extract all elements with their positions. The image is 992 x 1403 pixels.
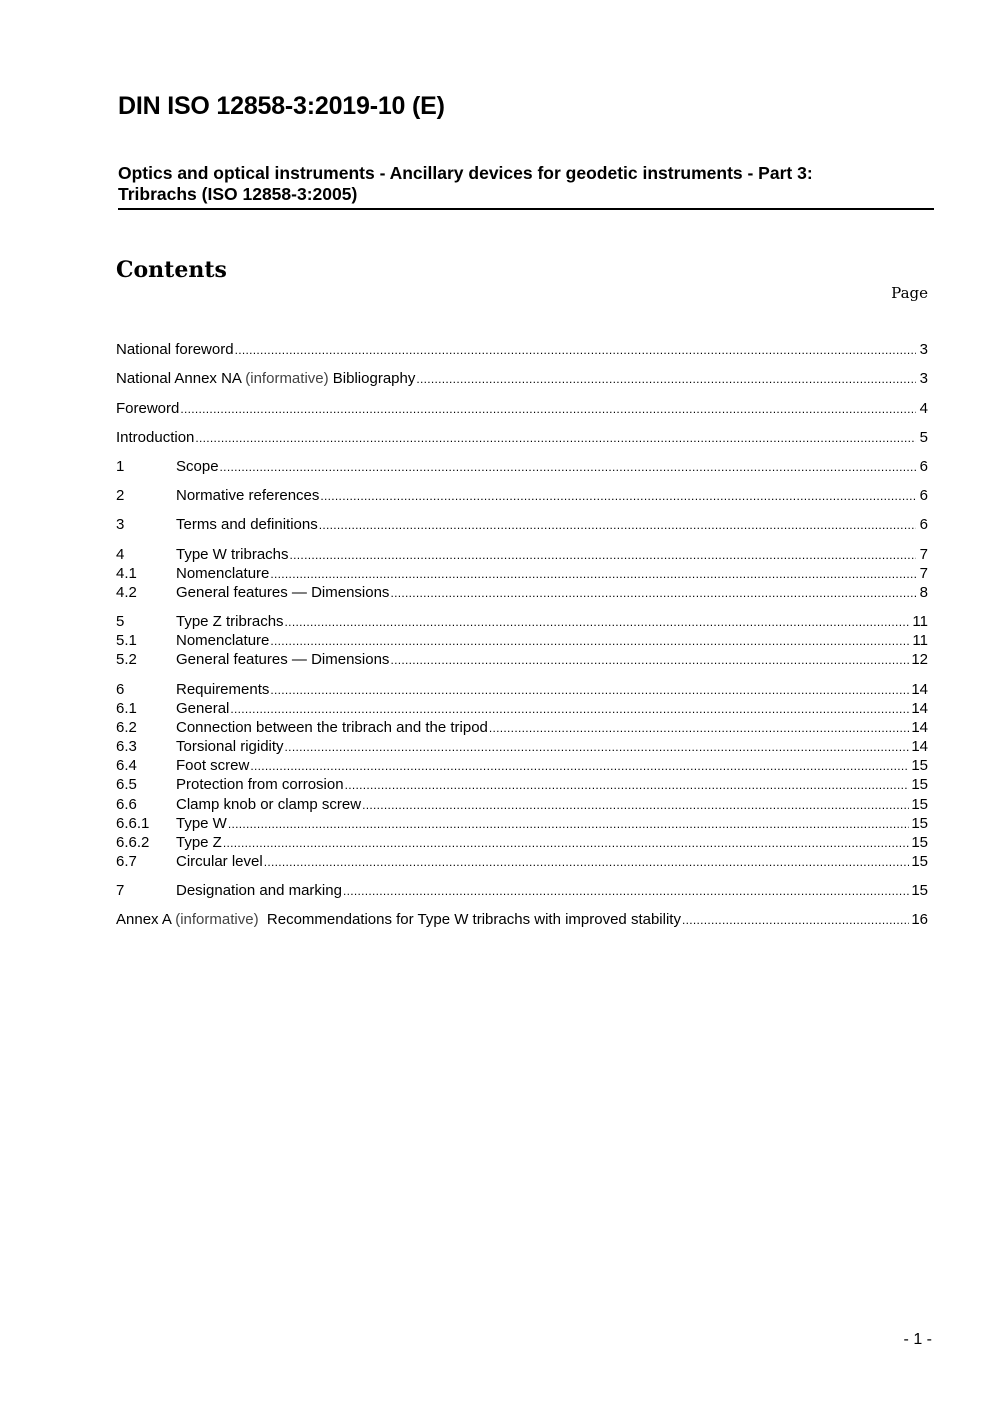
toc-entry[interactable] bbox=[116, 612, 928, 631]
toc-entry-title-text: Clamp knob or clamp screw bbox=[176, 796, 362, 813]
toc-entry-title-text: Connection between the tribrach and the tripod bbox=[176, 719, 488, 736]
toc-entry-page: 7 bbox=[919, 565, 928, 582]
toc-dot-leader bbox=[235, 341, 916, 360]
toc-entry-number: 5.1 bbox=[116, 632, 137, 649]
toc-dot-leader bbox=[270, 681, 909, 700]
toc-entry-title-text: Normative references bbox=[176, 487, 320, 504]
toc-entry-page: 14 bbox=[911, 719, 928, 736]
toc-dot-leader bbox=[343, 882, 909, 901]
toc-entry-number: 6.2 bbox=[116, 719, 137, 736]
toc-entry-title bbox=[176, 583, 389, 602]
toc-entry-title bbox=[176, 814, 227, 833]
toc-entry-qualifier: (informative) bbox=[245, 370, 329, 387]
toc-entry[interactable] bbox=[116, 718, 928, 737]
toc-entry-number: 6.7 bbox=[116, 853, 137, 870]
toc-entry-title-text: Scope bbox=[176, 458, 219, 475]
toc-entry[interactable] bbox=[116, 833, 928, 852]
document-title bbox=[118, 163, 934, 210]
toc-entry[interactable] bbox=[116, 545, 928, 564]
toc-dot-leader bbox=[270, 632, 910, 651]
toc-entry[interactable] bbox=[116, 369, 928, 388]
toc-entry-title bbox=[176, 680, 269, 699]
toc-entry-title bbox=[176, 631, 269, 650]
toc-entry-page: 4 bbox=[919, 400, 928, 417]
toc-entry-title-text: Type W tribrachs bbox=[176, 546, 289, 563]
toc-entry-title-text: Type W bbox=[176, 815, 227, 832]
toc-entry[interactable] bbox=[116, 650, 928, 669]
toc-entry[interactable] bbox=[116, 340, 928, 359]
toc-entry-page: 12 bbox=[911, 651, 928, 668]
toc-entry-title bbox=[176, 650, 389, 669]
toc-entry-number: 3 bbox=[116, 516, 125, 533]
toc-entry-title-text: Annex A bbox=[116, 911, 176, 928]
toc-entry-title bbox=[176, 545, 289, 564]
toc-entry-number: 5 bbox=[116, 613, 125, 630]
toc-entry-title bbox=[176, 564, 269, 583]
toc-entry-page: 15 bbox=[911, 853, 928, 870]
toc-entry-title-text: Introduction bbox=[116, 429, 195, 446]
toc-entry[interactable] bbox=[116, 881, 928, 900]
toc-entry-number: 6.6 bbox=[116, 796, 137, 813]
toc-entry[interactable] bbox=[116, 775, 928, 794]
toc-entry-title-text: Designation and marking bbox=[176, 882, 342, 899]
toc-dot-leader bbox=[362, 796, 909, 815]
toc-entry-title bbox=[176, 775, 344, 794]
toc-dot-leader bbox=[390, 651, 909, 670]
page-column-label: Page bbox=[891, 284, 928, 302]
toc-entry-number: 2 bbox=[116, 487, 125, 504]
toc-entry-page: 6 bbox=[919, 458, 928, 475]
toc-dot-leader bbox=[320, 487, 916, 506]
toc-entry-title bbox=[176, 515, 318, 534]
toc-entry[interactable] bbox=[116, 680, 928, 699]
toc-entry-title bbox=[176, 612, 284, 631]
toc-entry-title bbox=[176, 486, 319, 505]
toc-dot-leader bbox=[285, 613, 911, 632]
toc-entry[interactable] bbox=[116, 631, 928, 650]
toc-entry[interactable] bbox=[116, 910, 928, 929]
toc-entry-page: 3 bbox=[919, 341, 928, 358]
toc-dot-leader bbox=[285, 738, 910, 757]
toc-entry-title-text: Circular level bbox=[176, 853, 263, 870]
toc-entry-page: 15 bbox=[911, 796, 928, 813]
toc-entry-page: 7 bbox=[919, 546, 928, 563]
toc-entry-title-suffix: Recommendations for Type W tribrachs with improved stability bbox=[258, 911, 681, 928]
toc-dot-leader bbox=[390, 584, 916, 603]
contents-heading: Contents bbox=[116, 257, 227, 283]
toc-entry-number: 1 bbox=[116, 458, 125, 475]
toc-entry-number: 6.1 bbox=[116, 700, 137, 717]
toc-entry-page: 3 bbox=[919, 370, 928, 387]
document-title-line-2: Tribrachs (ISO 12858-3:2005) bbox=[118, 184, 358, 204]
toc-entry-page: 5 bbox=[919, 429, 928, 446]
toc-entry-page: 14 bbox=[911, 738, 928, 755]
toc-entry-title bbox=[116, 428, 194, 447]
toc-entry-title-text: General features — Dimensions bbox=[176, 584, 390, 601]
toc-entry-title bbox=[176, 737, 284, 756]
toc-dot-leader bbox=[195, 429, 916, 448]
toc-entry-page: 8 bbox=[919, 584, 928, 601]
toc-entry-title-text: Terms and definitions bbox=[176, 516, 318, 533]
toc-entry-title bbox=[176, 457, 219, 476]
toc-entry-title-text: General features — Dimensions bbox=[176, 651, 390, 668]
toc-entry[interactable] bbox=[116, 486, 928, 505]
toc-dot-leader bbox=[230, 700, 909, 719]
toc-entry-title-text: Type Z bbox=[176, 834, 222, 851]
toc-dot-leader bbox=[220, 458, 916, 477]
toc-entry-page: 6 bbox=[919, 487, 928, 504]
toc-entry-number: 6 bbox=[116, 681, 125, 698]
toc-entry[interactable] bbox=[116, 699, 928, 718]
toc-dot-leader bbox=[264, 853, 910, 872]
toc-entry-title bbox=[116, 340, 234, 359]
toc-entry-number: 6.6.1 bbox=[116, 815, 150, 832]
toc-entry-number: 5.2 bbox=[116, 651, 137, 668]
toc-entry-page: 6 bbox=[919, 516, 928, 533]
toc-entry-title bbox=[176, 833, 222, 852]
toc-entry-number: 6.3 bbox=[116, 738, 137, 755]
toc-entry-page: 15 bbox=[911, 834, 928, 851]
toc-entry-title-text: Requirements bbox=[176, 681, 270, 698]
toc-entry[interactable] bbox=[116, 852, 928, 871]
toc-entry[interactable] bbox=[116, 795, 928, 814]
toc-entry-title bbox=[176, 881, 342, 900]
page-number: - 1 - bbox=[903, 1331, 932, 1348]
toc-entry-title-suffix: Bibliography bbox=[328, 370, 416, 387]
toc-dot-leader bbox=[180, 400, 916, 419]
toc-dot-leader bbox=[290, 546, 916, 565]
toc-entry-title-text: Nomenclature bbox=[176, 565, 270, 582]
toc-entry-page: 14 bbox=[911, 700, 928, 717]
toc-dot-leader bbox=[270, 565, 916, 584]
toc-entry-page: 11 bbox=[912, 613, 928, 630]
toc-entry-page: 15 bbox=[911, 882, 928, 899]
toc-entry-title-text: National foreword bbox=[116, 341, 234, 358]
toc-entry-title bbox=[176, 756, 249, 775]
toc-dot-leader bbox=[250, 757, 909, 776]
toc-entry-title bbox=[116, 399, 179, 418]
toc-entry-number: 6.4 bbox=[116, 757, 137, 774]
toc-entry-page: 15 bbox=[911, 757, 928, 774]
toc-entry-number: 4.2 bbox=[116, 584, 137, 601]
toc-dot-leader bbox=[682, 911, 909, 930]
toc-dot-leader bbox=[223, 834, 909, 853]
toc-entry[interactable] bbox=[116, 756, 928, 775]
toc-entry-title-text: National Annex NA bbox=[116, 370, 246, 387]
toc-entry-qualifier: (informative) bbox=[175, 911, 259, 928]
toc-entry-number: 4.1 bbox=[116, 565, 137, 582]
toc-dot-leader bbox=[489, 719, 909, 738]
toc-dot-leader bbox=[228, 815, 909, 834]
toc-entry-title-text: Foreword bbox=[116, 400, 180, 417]
toc-entry[interactable] bbox=[116, 564, 928, 583]
toc-entry[interactable] bbox=[116, 737, 928, 756]
document-title-line-1: Optics and optical instruments - Ancillary devices for geodetic instruments - Part 3: bbox=[118, 163, 813, 183]
toc-entry-page: 15 bbox=[911, 776, 928, 793]
toc-entry-title-text: Type Z tribrachs bbox=[176, 613, 284, 630]
toc-entry-title-text: Torsional rigidity bbox=[176, 738, 284, 755]
toc-entry[interactable] bbox=[116, 428, 928, 447]
toc-entry[interactable] bbox=[116, 457, 928, 476]
toc-entry-number: 6.6.2 bbox=[116, 834, 150, 851]
toc-entry-title bbox=[176, 699, 229, 718]
toc-entry-title-text: General bbox=[176, 700, 230, 717]
toc-entry-page: 11 bbox=[912, 632, 928, 649]
toc-entry-title bbox=[176, 718, 488, 737]
toc-entry-title bbox=[116, 369, 415, 388]
toc-entry-number: 6.5 bbox=[116, 776, 137, 793]
toc-entry-title bbox=[116, 910, 681, 929]
toc-entry-page: 16 bbox=[911, 911, 928, 928]
toc-entry-title-text: Nomenclature bbox=[176, 632, 270, 649]
toc-entry[interactable] bbox=[116, 515, 928, 534]
toc-dot-leader bbox=[319, 516, 916, 535]
toc-entry[interactable] bbox=[116, 399, 928, 418]
toc-entry-page: 15 bbox=[911, 815, 928, 832]
document-id: DIN ISO 12858-3:2019-10 (E) bbox=[118, 92, 445, 120]
toc-entry[interactable] bbox=[116, 583, 928, 602]
toc-entry-number: 4 bbox=[116, 546, 125, 563]
toc-entry-title-text: Protection from corrosion bbox=[176, 776, 344, 793]
toc-dot-leader bbox=[416, 370, 916, 389]
toc-entry-number: 7 bbox=[116, 882, 125, 899]
toc-entry-title bbox=[176, 852, 263, 871]
toc-entry-title-text: Foot screw bbox=[176, 757, 250, 774]
toc-entry[interactable] bbox=[116, 814, 928, 833]
toc-dot-leader bbox=[345, 776, 910, 795]
toc-entry-page: 14 bbox=[911, 681, 928, 698]
toc-entry-title bbox=[176, 795, 361, 814]
